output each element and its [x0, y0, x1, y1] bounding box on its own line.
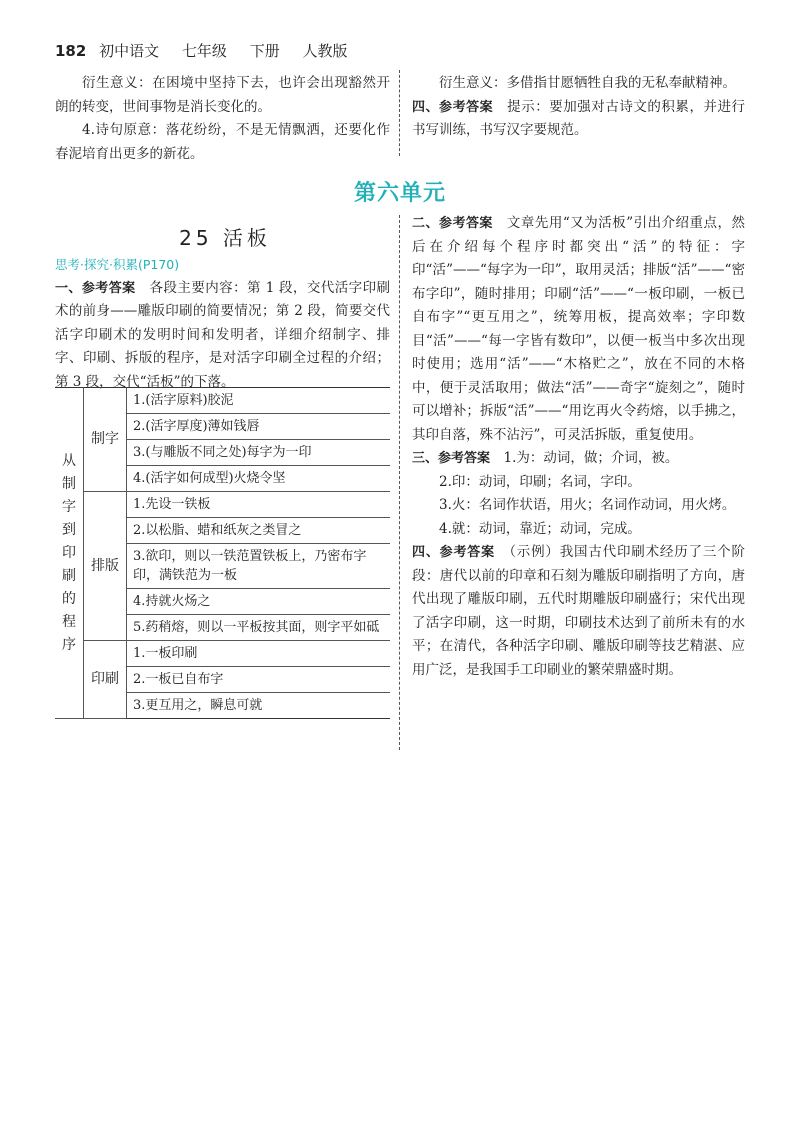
- book-title-grade: 七年级: [181, 42, 227, 60]
- top-left-p1: 衍生意义：在困境中坚持下去，也许会出现豁然开朗的转变，世间事物是消长变化的。: [55, 75, 390, 115]
- outline-item: 1.(活字原料)胶泥: [127, 388, 391, 414]
- lesson-right-block: [412, 212, 745, 682]
- outline-item: 3.更互用之，瞬息可就: [127, 693, 391, 719]
- sec3-item: 4.就：动词，靠近；动词，完成。: [439, 520, 641, 537]
- sec1-text: 各段主要内容：第 1 段，交代活字印刷术的前身——雕版印刷的简要情况；第 2 段，简要交代活字印刷术的发明时间和发明者，详细介绍制字、排字、印刷、拆版的程序，是对活字印刷全过程的介绍；第 3 段，交代“活板”的下落。: [55, 279, 391, 390]
- outline-item: 5.药稍熔，则以一平板按其面，则字平如砥: [127, 615, 391, 641]
- sec3-paragraph: [412, 447, 745, 471]
- section-label: 一、参考答案: [55, 280, 136, 296]
- group-yinshua: 印刷: [84, 641, 127, 719]
- lesson-left-block: [55, 253, 390, 394]
- group-paiban: 排版: [84, 492, 127, 641]
- page-header: [55, 40, 366, 61]
- sec1-paragraph: [55, 277, 390, 395]
- top-left-block: [55, 72, 390, 166]
- book-title: [99, 42, 365, 60]
- sec3-item: 1.为：动词，做；介词，被。: [503, 450, 679, 466]
- sec2-paragraph: [412, 212, 745, 447]
- outline-item: 1.一板印刷: [127, 641, 391, 667]
- outline-item: 1.先设一铁板: [127, 492, 391, 518]
- outline-item: 2.(活字厚度)薄如钱唇: [127, 414, 391, 440]
- top-left-p2: 4.诗句原意：落花纷纷，不是无情飘洒，还要化作春泥培育出更多的新花。: [55, 122, 390, 162]
- book-title-publisher: 人教版: [302, 42, 348, 60]
- section-label: 二、参考答案: [412, 216, 493, 231]
- book-title-subject: 初中语文: [99, 42, 160, 60]
- unit-title: 第六单元: [353, 181, 446, 206]
- outline-table: [55, 387, 390, 719]
- sec2-text: 文章先用“又为活板”引出介绍重点，然后在介绍每个程序时都突出“活”的特征：字印“活”——“每字为一印”，取用灵活；排版“活”——“密布字印”，随时排用；印刷“活”——“一板印刷，一板已自布字”“更互用之”，统筹用板，提高效率；字印数目“活”——“每一字皆有数印”，以便一板当中多次出现时使用；选用“活”——“木格贮之”，放在不同的木格中，便于灵活取用；做法“活”——奇字“旋刻之”，随时可以增补；拆版“活”——“用讫再火令药熔，以手拂之，其印自落，殊不沾污”，可灵活拆版，重复使用。: [412, 215, 745, 443]
- section-text: 提示：要加强对古诗文的积累，并进行书写训练，书写汉字要规范。: [412, 98, 746, 138]
- top-right-p1: 衍生意义：多借指甘愿牺牲自我的无私奉献精神。: [439, 75, 736, 91]
- column-divider-main: [399, 215, 400, 750]
- section-subhead: 思考·探究·积累(P170): [55, 257, 180, 272]
- group-zhizi: 制字: [84, 388, 127, 492]
- top-right-block: [412, 72, 745, 143]
- section-label: 三、参考答案: [412, 451, 491, 466]
- sec4-paragraph: [412, 541, 745, 682]
- outline-item: 3.欲印，则以一铁范置铁板上，乃密布字印，满铁范为一板: [127, 544, 391, 589]
- section-label: 四、参考答案: [412, 99, 494, 115]
- book-title-volume: 下册: [249, 42, 280, 60]
- page-number: 182: [55, 42, 87, 60]
- lesson-title: 25 活板: [179, 226, 271, 250]
- top-right-p2: [412, 96, 745, 143]
- column-divider-top: [399, 70, 400, 156]
- outline-item: 4.(活字如何成型)火烧令坚: [127, 466, 391, 492]
- outline-vertical-label: 从制字到印刷的程序: [55, 388, 84, 719]
- sec4-text: （示例）我国古代印刷术经历了三个阶段：唐代以前的印章和石刻为雕版印刷指明了方向，唐代出现了雕版印刷，五代时期雕版印刷盛行；宋代出现了活字印刷，这一时期，印刷技术达到了前所未有的水平；在清代，各种活字印刷、雕版印刷等技艺精湛、应用广泛，是我国手工印刷业的繁荣鼎盛时期。: [412, 544, 746, 678]
- outline-item: 2.以松脂、蜡和纸灰之类冒之: [127, 518, 391, 544]
- outline-item: 3.(与雕版不同之处)每字为一印: [127, 440, 391, 466]
- outline-item: 4.持就火炀之: [127, 589, 391, 615]
- outline-item: 2.一板已自布字: [127, 667, 391, 693]
- sec3-item: 2.印：动词，印刷；名词，字印。: [439, 473, 641, 490]
- sec3-item: 3.火：名词作状语，用火；名词作动词，用火烤。: [439, 497, 736, 513]
- section-label: 四、参考答案: [412, 545, 495, 560]
